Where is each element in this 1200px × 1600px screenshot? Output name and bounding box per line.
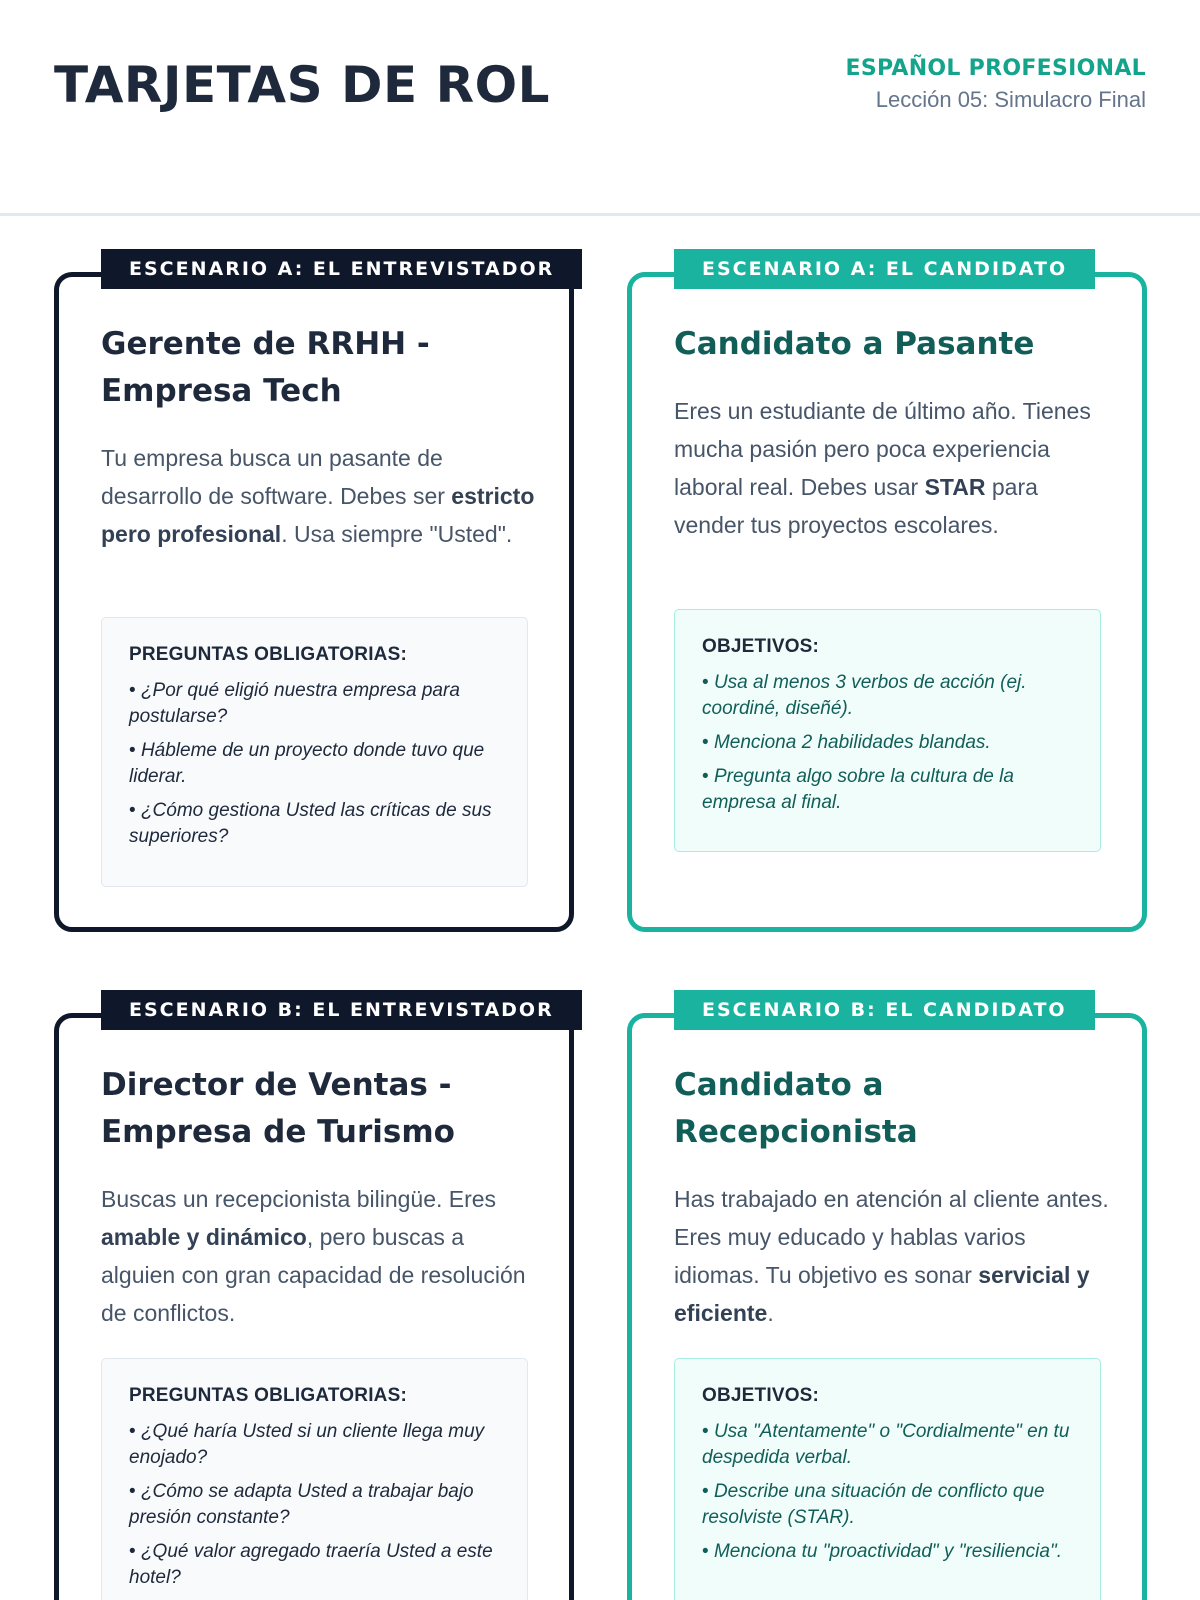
box-title: OBJETIVOS: bbox=[702, 1385, 820, 1406]
card-title: Candidato a Recepcionista bbox=[674, 1067, 918, 1150]
questions-box bbox=[101, 1358, 528, 1600]
list-item: • Pregunta algo sobre la cultura de la empresa al final. bbox=[702, 764, 1074, 816]
box-title: OBJETIVOS: bbox=[702, 636, 820, 657]
lesson-subtitle: Lección 05: Simulacro Final bbox=[875, 87, 1146, 112]
list-item: • Describe una situación de conflicto que resolviste (STAR). bbox=[702, 1479, 1074, 1531]
list-item: • Menciona tu "proactividad" y "resiliencia". bbox=[702, 1539, 1074, 1565]
brand-block bbox=[845, 56, 1146, 113]
objectives-box bbox=[674, 1358, 1101, 1600]
list-item: • Usa al menos 3 verbos de acción (ej. coordiné, diseñé). bbox=[702, 670, 1074, 722]
scenario-tag: ESCENARIO A: EL CANDIDATO bbox=[674, 249, 1095, 289]
scenario-tag: ESCENARIO A: EL ENTREVISTADOR bbox=[101, 249, 582, 289]
list-item: • ¿Por qué eligió nuestra empresa para postularse? bbox=[129, 678, 501, 730]
card-title: Director de Ventas - Empresa de Turismo bbox=[101, 1067, 455, 1150]
role-card-a-candidate bbox=[627, 258, 1147, 932]
page-title: TARJETAS DE ROL bbox=[54, 56, 550, 114]
card-title: Candidato a Pasante bbox=[674, 326, 1035, 362]
role-card-b-candidate bbox=[627, 999, 1147, 1600]
list-item: • ¿Qué valor agregado traería Usted a este hotel? bbox=[129, 1539, 501, 1591]
card-description: Buscas un recepcionista bilingüe. Eres amable y dinámico, pero buscas a alguien con gran capacidad de resolución de conflictos. bbox=[101, 1186, 526, 1326]
objectives-box bbox=[674, 609, 1101, 852]
brand-name: ESPAÑOL PROFESIONAL bbox=[845, 56, 1146, 81]
scenario-tag: ESCENARIO B: EL ENTREVISTADOR bbox=[101, 990, 582, 1030]
card-description: Tu empresa busca un pasante de desarrollo de software. Debes ser estricto pero profesional. Usa siempre "Usted". bbox=[101, 445, 535, 547]
list-item: • ¿Qué haría Usted si un cliente llega muy enojado? bbox=[129, 1419, 501, 1471]
box-title: PREGUNTAS OBLIGATORIAS: bbox=[129, 644, 407, 665]
list-item: • ¿Cómo gestiona Usted las críticas de sus superiores? bbox=[129, 798, 501, 850]
card-description: Eres un estudiante de último año. Tienes mucha pasión pero poca experiencia laboral real. Debes usar STAR para vender tus proyectos escolares. bbox=[674, 398, 1091, 538]
scenario-tag: ESCENARIO B: EL CANDIDATO bbox=[674, 990, 1095, 1030]
questions-box bbox=[101, 617, 528, 887]
list-item: • Hábleme de un proyecto donde tuvo que liderar. bbox=[129, 738, 501, 790]
card-description: Has trabajado en atención al cliente antes. Eres muy educado y hablas varios idiomas. Tu objetivo es sonar servicial y eficiente. bbox=[674, 1186, 1109, 1326]
list-item: • Menciona 2 habilidades blandas. bbox=[702, 730, 1074, 756]
list-item: • Usa "Atentamente" o "Cordialmente" en tu despedida verbal. bbox=[702, 1419, 1074, 1471]
card-title: Gerente de RRHH - Empresa Tech bbox=[101, 326, 430, 409]
role-card-b-interviewer bbox=[54, 999, 574, 1600]
box-title: PREGUNTAS OBLIGATORIAS: bbox=[129, 1385, 407, 1406]
list-item: • ¿Cómo se adapta Usted a trabajar bajo presión constante? bbox=[129, 1479, 501, 1531]
role-card-a-interviewer bbox=[54, 258, 574, 932]
page-header bbox=[0, 0, 1200, 216]
